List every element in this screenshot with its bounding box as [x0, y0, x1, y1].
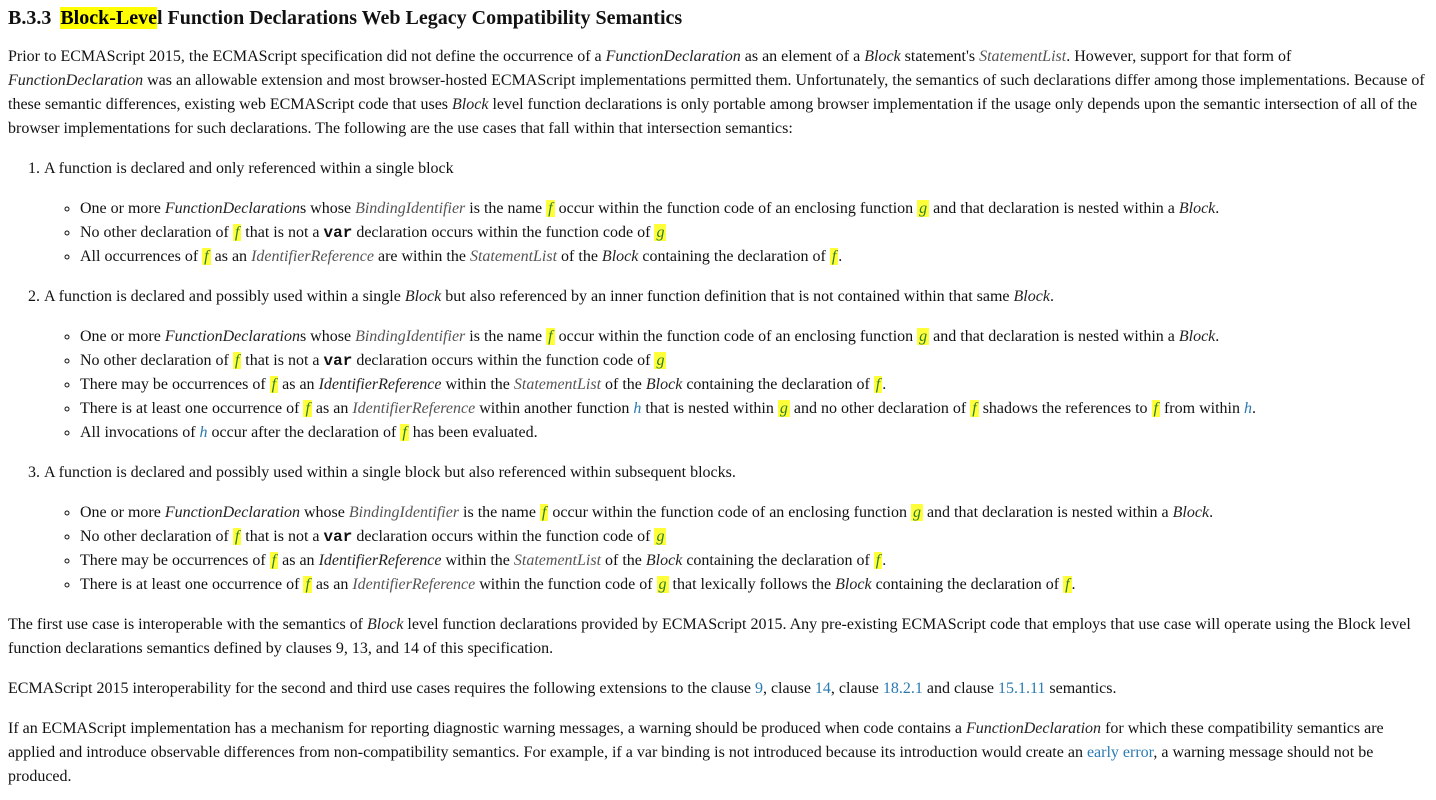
early-error-link[interactable]: early error	[1086, 744, 1154, 761]
use-case-list	[8, 157, 1428, 597]
nonterminal: BindingIdentifier	[348, 504, 460, 521]
nonterminal: StatementList	[469, 248, 558, 265]
variable-f[interactable]: f	[875, 376, 881, 393]
section-heading	[8, 6, 1428, 30]
nonterminal: FunctionDeclaration	[605, 48, 741, 65]
nonterminal: Block	[835, 576, 872, 593]
variable-f[interactable]: f	[548, 200, 553, 217]
condition-list	[44, 197, 1428, 269]
first-use-case-paragraph: The first use case is interoperable with the semantics of Block level function declarations provided by ECMAScript 2015. Any pre-existing ECMAScript code that employs that use case will operate using the Block level function declarations semantics defined by clauses 9, 13, and 14 of this specification.	[8, 616, 1411, 657]
condition-item: ◦ No other declaration of f that is not a var declaration occurs within the function code of g	[80, 525, 1428, 549]
nonterminal: FunctionDeclaration	[164, 200, 300, 217]
condition-item: ◦ There is at least one occurrence of f as an IdentifierReference within another function h that is nested within g and no other declaration of f shadows the references to f from within h.	[80, 397, 1428, 421]
nonterminal: StatementList	[979, 48, 1067, 65]
variable-f[interactable]: f	[204, 248, 209, 265]
variable-g[interactable]: g	[656, 352, 665, 369]
condition-item: ◦ There may be occurrences of f as an IdentifierReference within the StatementList of the Block containing the declaration of f .	[80, 549, 1428, 573]
condition-list	[44, 501, 1428, 597]
variable-g[interactable]: g	[919, 328, 928, 345]
nonterminal: Block	[367, 616, 404, 633]
variable-f[interactable]: f	[875, 552, 881, 569]
condition-item: ◦ All invocations of h occur after the declaration of f has been evaluated.	[80, 421, 1428, 445]
variable-f[interactable]: f	[234, 352, 240, 369]
condition-item: ◦ All occurrences of f as an IdentifierReference are within the StatementList of the Block containing the declaration of f .	[80, 245, 1428, 269]
variable-h[interactable]: h	[633, 400, 642, 417]
variable-f[interactable]: f	[234, 528, 240, 545]
var-keyword: var	[323, 224, 353, 242]
nonterminal: FunctionDeclaration	[164, 328, 300, 345]
use-case-3	[44, 461, 1428, 597]
nonterminal: Block	[1172, 504, 1210, 521]
variable-f[interactable]: f	[831, 248, 837, 265]
nonterminal: FunctionDeclaration	[965, 720, 1102, 737]
use-case-lead: 1. A function is declared and only referenced within a single block	[44, 160, 454, 177]
var-keyword: var	[323, 528, 353, 546]
nonterminal: StatementList	[513, 376, 602, 393]
nonterminal: BindingIdentifier	[355, 328, 466, 345]
condition-item: ◦ There may be occurrences of f as an IdentifierReference within the StatementList of the Block containing the declaration of f .	[80, 373, 1428, 397]
variable-f[interactable]: f	[541, 504, 547, 521]
variable-g[interactable]: g	[656, 528, 665, 545]
nonterminal: Block	[452, 96, 489, 113]
section-number: B.3.3	[8, 7, 52, 29]
condition-item: ◦ No other declaration of f that is not a var declaration occurs within the function code of g	[80, 221, 1428, 245]
nonterminal: Block	[1178, 200, 1216, 217]
variable-g[interactable]: g	[658, 576, 667, 593]
nonterminal: FunctionDeclaration	[8, 72, 144, 89]
variable-f[interactable]: f	[305, 400, 310, 417]
condition-item: ◦ No other declaration of f that is not a var declaration occurs within the function code of g	[80, 349, 1428, 373]
condition-item: ◦ One or more FunctionDeclarations whose BindingIdentifier is the name f occur within the function code of an enclosing function g and that declaration is nested within a Block.	[80, 197, 1428, 221]
clause-18-2-1-link[interactable]: 18.2.1	[882, 680, 923, 697]
condition-list	[44, 325, 1428, 445]
variable-h[interactable]: h	[1243, 400, 1252, 417]
nonterminal: Block	[404, 288, 442, 305]
variable-f[interactable]: f	[548, 328, 553, 345]
nonterminal: IdentifierReference	[251, 248, 374, 265]
variable-g[interactable]: g	[912, 504, 921, 521]
nonterminal: IdentifierReference	[352, 576, 476, 593]
use-case-lead: 3. A function is declared and possibly used within a single block but also referenced within subsequent blocks.	[44, 464, 736, 481]
condition-item: ◦ One or more FunctionDeclarations whose BindingIdentifier is the name f occur within the function code of an enclosing function g and that declaration is nested within a Block.	[80, 325, 1428, 349]
variable-f[interactable]: f	[1065, 576, 1070, 593]
clause-14-link[interactable]: 14	[814, 680, 831, 697]
nonterminal: StatementList	[513, 552, 602, 569]
nonterminal: Block	[601, 248, 639, 265]
nonterminal: IdentifierReference	[318, 376, 442, 393]
clause-15-1-11-link[interactable]: 15.1.11	[997, 680, 1046, 697]
variable-f[interactable]: f	[402, 424, 407, 441]
variable-f[interactable]: f	[271, 376, 277, 393]
nonterminal: Block	[645, 376, 683, 393]
nonterminal: Block	[1178, 328, 1216, 345]
nonterminal: Block	[1013, 288, 1050, 305]
nonterminal: Block	[864, 48, 901, 65]
variable-h[interactable]: h	[199, 424, 208, 441]
variable-f[interactable]: f	[305, 576, 310, 593]
variable-f[interactable]: f	[1153, 400, 1158, 417]
use-case-2	[44, 285, 1428, 445]
variable-f[interactable]: f	[972, 400, 977, 417]
use-case-lead: 2. A function is declared and possibly used within a single Block but also referenced by an inner function definition that is not contained within that same Block.	[44, 288, 1054, 305]
nonterminal: BindingIdentifier	[355, 200, 466, 217]
spec-page	[0, 6, 1436, 789]
search-highlight: Block-Leve	[60, 7, 157, 29]
variable-f[interactable]: f	[271, 552, 277, 569]
clause-9-link[interactable]: 9	[754, 680, 763, 697]
variable-g[interactable]: g	[779, 400, 788, 417]
nonterminal: IdentifierReference	[318, 552, 442, 569]
warning-paragraph: If an ECMAScript implementation has a mechanism for reporting diagnostic warning messages, a warning should be produced when code contains a FunctionDeclaration for which these compatibility semantics are applied and introduce observable differences from non-compatibility semantics. For example, if a var binding is not introduced because its introduction would create an early error, a warning message should not be produced.	[8, 720, 1384, 785]
nonterminal: Block	[645, 552, 683, 569]
nonterminal: FunctionDeclaration	[164, 504, 300, 521]
variable-g[interactable]: g	[656, 224, 665, 241]
interop-paragraph: ECMAScript 2015 interoperability for the second and third use cases requires the following extensions to the clause 9, clause 14, clause 18.2.1 and clause 15.1.11 semantics.	[8, 680, 1117, 697]
variable-g[interactable]: g	[919, 200, 928, 217]
section-title: l Function Declarations Web Legacy Compatibility Semantics	[157, 7, 683, 29]
use-case-1	[44, 157, 1428, 269]
condition-item: ◦ There is at least one occurrence of f as an IdentifierReference within the function code of g that lexically follows the Block containing the declaration of f .	[80, 573, 1428, 597]
intro-paragraph: Prior to ECMAScript 2015, the ECMAScript specification did not define the occurrence of a FunctionDeclaration as an element of a Block statement's StatementList. However, support for that form of FunctionDeclaration was an allowable extension and most browser-hosted ECMAScript implementations permitted them. Unfortunately, the semantics of such declarations differ among those implementations. Because of these semantic differences, existing web ECMAScript code that uses Block level function declarations is only portable among browser implementation if the usage only depends upon the semantic intersection of all of the browser implementations for such declarations. The following are the use cases that fall within that intersection semantics:	[8, 48, 1425, 137]
variable-f[interactable]: f	[234, 224, 240, 241]
condition-item: ◦ One or more FunctionDeclaration whose BindingIdentifier is the name f occur within the function code of an enclosing function g and that declaration is nested within a Block.	[80, 501, 1428, 525]
nonterminal: IdentifierReference	[352, 400, 476, 417]
var-keyword: var	[323, 352, 353, 370]
